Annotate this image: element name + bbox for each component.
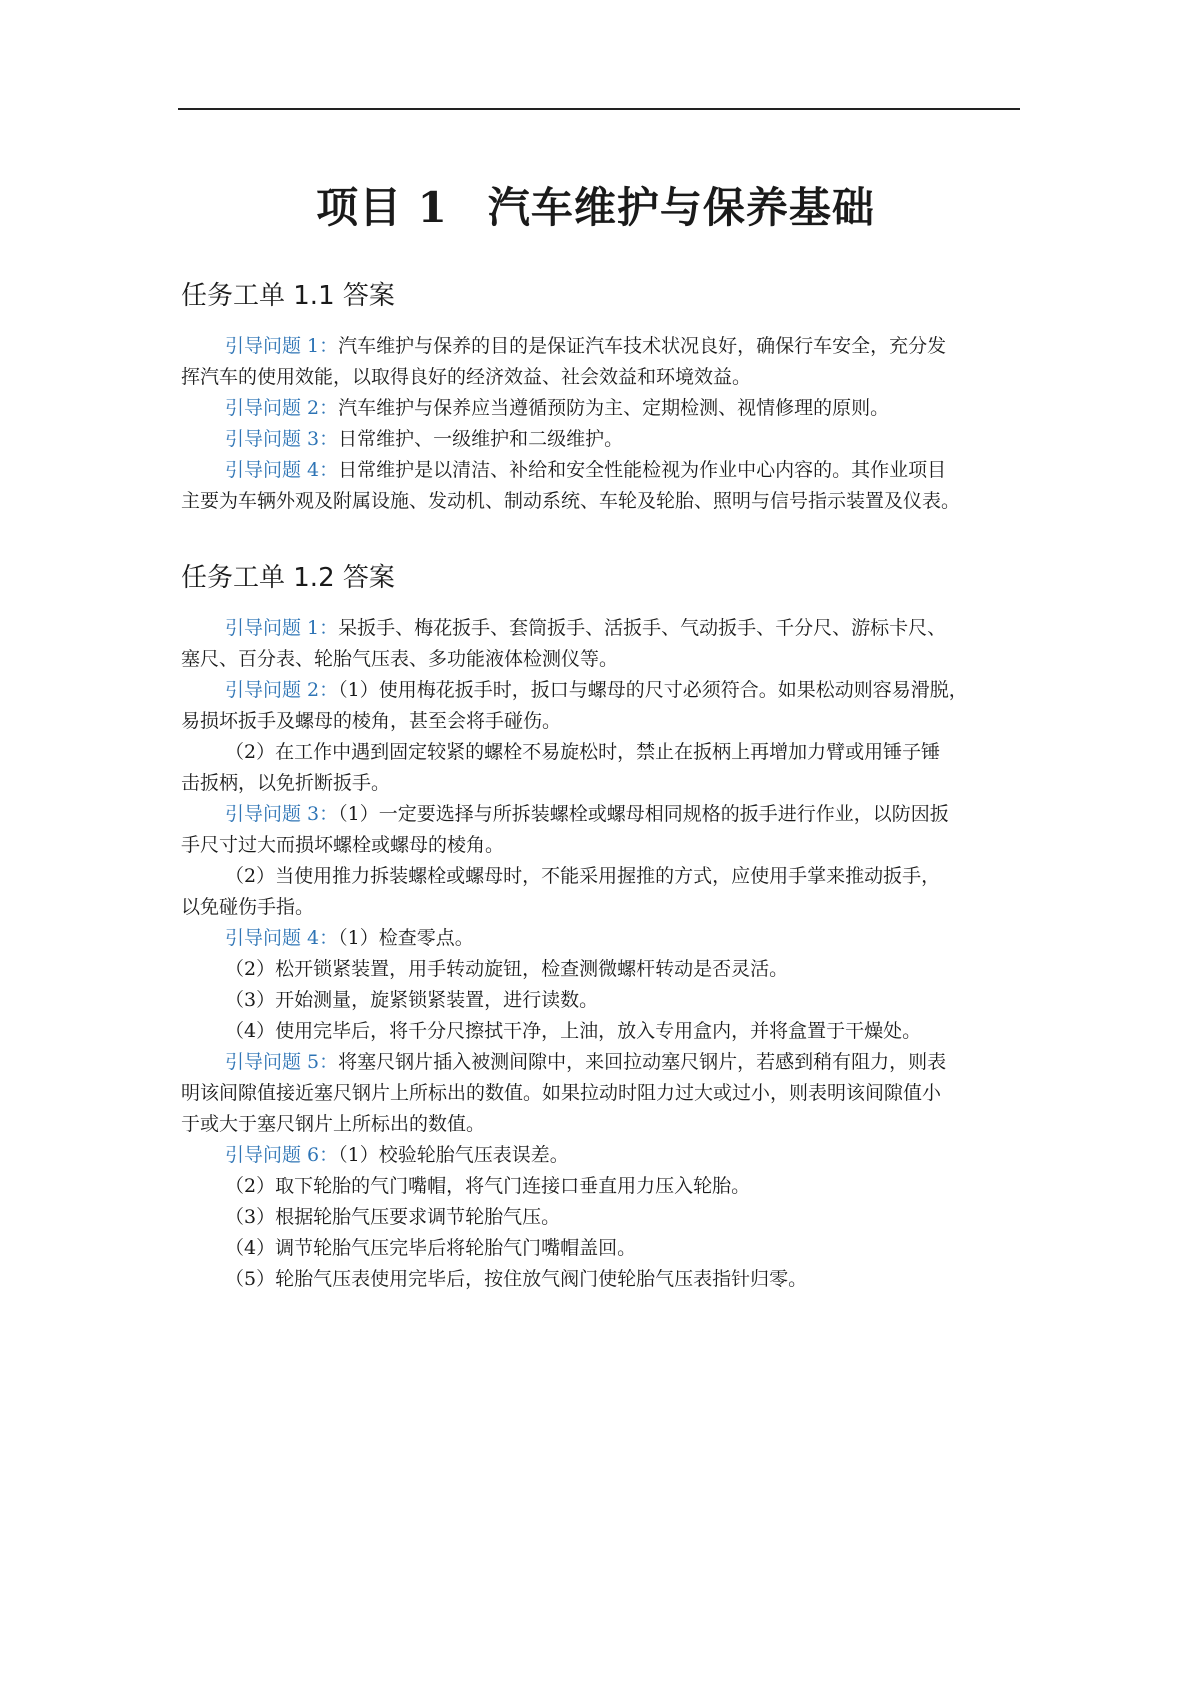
answer-line: （1）使用梅花扳手时，扳口与螺母的尺寸必须符合。如果松动则容易滑脱，: [338, 679, 968, 701]
question-1-cont: [181, 362, 1023, 393]
answer-line: 塞尺、百分表、轮胎气压表、多功能液体检测仪等。: [181, 648, 619, 670]
title-main: 汽车维护与保养基础: [487, 183, 875, 232]
question-6-step-2: [181, 1171, 1023, 1202]
question-5-cont-1: [181, 1078, 1023, 1109]
answer-line: （2）在工作中遇到固定较紧的螺栓不易旋松时，禁止在扳柄上再增加力臂或用锤子锤: [225, 741, 941, 763]
answer-line: （4）使用完毕后，将千分尺擦拭干净，上油，放入专用盒内，并将盒置于干燥处。: [225, 1020, 922, 1042]
question-4: [181, 923, 1023, 954]
question-4-cont: [181, 486, 1023, 517]
answer-line: 击扳柄，以免折断扳手。: [181, 772, 391, 794]
question-2-item-2: [181, 737, 1023, 768]
answer-line: 呆扳手、梅花扳手、套筒扳手、活扳手、气动扳手、千分尺、游标卡尺、: [338, 617, 947, 639]
question-4: [181, 455, 1023, 486]
header-rule: [178, 108, 1020, 110]
answer-line: 汽车维护与保养应当遵循预防为主、定期检测、视情修理的原则。: [338, 397, 890, 419]
question-6: [181, 1140, 1023, 1171]
answer-line: 将塞尺钢片插入被测间隙中，来回拉动塞尺钢片，若感到稍有阻力，则表: [338, 1051, 947, 1073]
answer-line: 易损坏扳手及螺母的棱角，甚至会将手碰伤。: [181, 710, 562, 732]
answer-line: （1）校验轮胎气压表误差。: [338, 1144, 569, 1166]
section-heading-1-1: 任务工单 1.1 答案: [181, 281, 395, 311]
answer-line: 日常维护、一级维护和二级维护。: [338, 428, 624, 450]
question-label: 引导问题 1：: [225, 617, 339, 639]
title-prefix: 项目 1: [316, 183, 448, 232]
question-1-cont: [181, 644, 1023, 675]
question-3: [181, 799, 1023, 830]
answer-line: （1）一定要选择与所拆装螺栓或螺母相同规格的扳手进行作业，以防因扳: [338, 803, 949, 825]
question-label: 引导问题 3：: [225, 803, 339, 825]
answer-line: （5）轮胎气压表使用完毕后，按住放气阀门使轮胎气压表指针归零。: [225, 1268, 808, 1290]
question-label: 引导问题 6：: [225, 1144, 339, 1166]
question-4-step-3: [181, 985, 1023, 1016]
question-label: 引导问题 3：: [225, 428, 339, 450]
answer-line: 以免碰伤手指。: [181, 896, 315, 918]
question-4-step-2: [181, 954, 1023, 985]
answer-line: （3）根据轮胎气压要求调节轮胎气压。: [225, 1206, 561, 1228]
question-5-cont-2: [181, 1109, 1023, 1140]
answer-line: 手尺寸过大而损坏螺栓或螺母的棱角。: [181, 834, 505, 856]
answer-line: （2）松开锁紧装置，用手转动旋钮，检查测微螺杆转动是否灵活。: [225, 958, 789, 980]
question-label: 引导问题 5：: [225, 1051, 339, 1073]
question-2: [181, 393, 1023, 424]
section-1-1-body: [181, 331, 1023, 517]
answer-line: 于或大于塞尺钢片上所标出的数值。: [181, 1113, 486, 1135]
question-6-step-5: [181, 1264, 1023, 1295]
question-label: 引导问题 2：: [225, 397, 339, 419]
question-4-step-4: [181, 1016, 1023, 1047]
answer-line: 明该间隙值接近塞尺钢片上所标出的数值。如果拉动时阻力过大或过小，则表明该间隙值小: [181, 1082, 942, 1104]
answer-line: （1）检查零点。: [338, 927, 474, 949]
question-1: [181, 613, 1023, 644]
question-1: [181, 331, 1023, 362]
section-heading-1-2: 任务工单 1.2 答案: [181, 563, 395, 593]
question-label: 引导问题 4：: [225, 459, 339, 481]
page-title: [0, 175, 1191, 235]
question-2-cont: [181, 706, 1023, 737]
question-label: 引导问题 4：: [225, 927, 339, 949]
question-5: [181, 1047, 1023, 1078]
question-label: 引导问题 1：: [225, 335, 339, 357]
answer-line: （4）调节轮胎气压完毕后将轮胎气门嘴帽盖回。: [225, 1237, 637, 1259]
question-2-item-2-cont: [181, 768, 1023, 799]
question-label: 引导问题 2：: [225, 679, 339, 701]
answer-line: （3）开始测量，旋紧锁紧装置，进行读数。: [225, 989, 599, 1011]
question-6-step-3: [181, 1202, 1023, 1233]
answer-line: 主要为车辆外观及附属设施、发动机、制动系统、车轮及轮胎、照明与信号指示装置及仪表。: [181, 490, 961, 512]
answer-line: 汽车维护与保养的目的是保证汽车技术状况良好，确保行车安全，充分发: [338, 335, 947, 357]
answer-line: （2）取下轮胎的气门嘴帽，将气门连接口垂直用力压入轮胎。: [225, 1175, 751, 1197]
answer-line: 日常维护是以清洁、补给和安全性能检视为作业中心内容的。其作业项目: [338, 459, 947, 481]
question-3-cont: [181, 830, 1023, 861]
question-3: [181, 424, 1023, 455]
question-3-item-2: [181, 861, 1023, 892]
answer-line: （2）当使用推力拆装螺栓或螺母时，不能采用握推的方式，应使用手掌来推动扳手，: [225, 865, 941, 887]
answer-line: 挥汽车的使用效能，以取得良好的经济效益、社会效益和环境效益。: [181, 366, 752, 388]
question-3-item-2-cont: [181, 892, 1023, 923]
question-2: [181, 675, 1023, 706]
section-1-2-body: [181, 613, 1023, 1295]
question-6-step-4: [181, 1233, 1023, 1264]
